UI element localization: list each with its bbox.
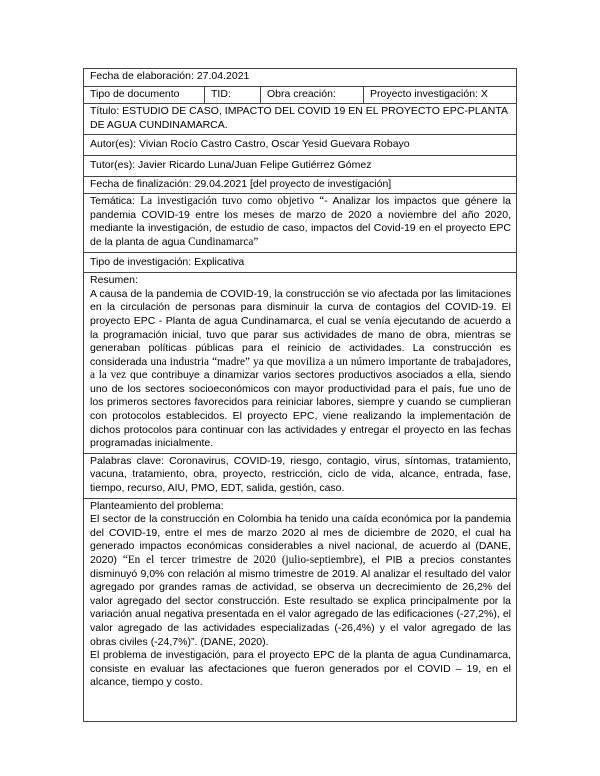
resumen-paragraph: [90, 288, 511, 451]
resumen-text-2: una industria “madre” ya que moviliza a un número importante de trabajadores, a la vez: [90, 355, 512, 382]
resumen-text-3: que contribuye a dinamizar varios sectores productivos asociados a ella, siendo uno de los sectores socioeconómicos con mayor productividad para el país, fue uno de los primeros sectores favorecidos para reiniciar labores, siempre y cuando se cumplieran con protocolos establecidos. El proyecto EPC, viene realizando la implementación de dichos protocolos para continuar con las actividades y entregar el proyecto en las fechas programadas inicialmente.: [90, 369, 511, 450]
tipo-investigacion: Tipo de investigación: Explicativa: [84, 253, 516, 274]
obra-creacion-field: Obra creación:: [261, 87, 364, 104]
tematica-label: Temática:: [90, 195, 141, 208]
tematica-intro: La investigación tuvo como objetivo “: [140, 195, 325, 208]
planteamiento: [84, 499, 516, 721]
tutores: Tutor(es): Javier Ricardo Luna/Juan Felipe Gutiérrez Gómez: [84, 156, 516, 177]
palabras-clave: Palabras clave: Coronavirus, COVID-19, riesgo, contagio, virus, síntomas, tratamiento, vacuna, tratamiento, obra, proyecto, restricción, ciclo de vida, alcance, entrada, fase, tiempo, recurso, AIU, PMO, EDT, salida, gestión, caso.: [84, 454, 516, 499]
tematica: [84, 194, 516, 252]
tipo-documento-label: Tipo de documento: [84, 87, 205, 104]
planteamiento-text-1a: El sector de la construcción en Colombia ha tenido una caída económica por la pandemia del COVID-19, entre el mes de marzo 2020 al mes de diciembre de 2020, el cual ha generado impactos económicas considerables a nivel nacional, de acuerdo al (DANE, 2020): [90, 513, 511, 566]
titulo: Título: ESTUDIO DE CASO, IMPACTO DEL COVID 19 EN EL PROYECTO EPC-PLANTA DE AGUA CUNDINAMARCA.: [84, 104, 516, 135]
planteamiento-text-1c: el PIB a precios constantes disminuyó 9,0% con relación al mismo trimestre de 2019. Al analizar el resultado del valor agregado por grandes ramas de actividad, se observa un decrecimiento de 26,2% del valor agregado del sector construcción. Este resultado se explica principalmente por la variación anual negativa presentada en el valor agregado de las edificaciones (-27,2%), el valor agregado de las actividades especializadas (-26,4%) y el valor agregado de las obras civiles (-24,7%)”. (DANE, 2020).: [90, 554, 511, 648]
resumen: [84, 273, 516, 454]
tematica-body: - Analizar los impactos que génere la pandemia COVID-19 entre los meses de marzo de 2020 a noviembre del año 2020, mediante la investigación, de estudio de caso, impactos del Covid-19 en el proyecto EPC de la planta de agua: [90, 195, 511, 248]
tid-field: TID:: [205, 87, 261, 104]
resumen-text-1: A causa de la pandemia de COVID-19, la construcción se vio afectada por las limitaciones en la circulación de personas para disminuir la curva de contagios del COVID-19. El proyecto EPC - Planta de agua Cundinamarca, el cual se venía ejecutando de acuerdo a la programación inicial, tuvo que parar sus actividades de mano de obra, mientras se generaban políticas públicas para el reinicio de actividades. La construcción es considerada: [90, 287, 511, 368]
fecha-finalizacion: Fecha de finalización: 29.04.2021 [del proyecto de investigación]: [84, 177, 516, 195]
planteamiento-paragraph-2: El problema de investigación, para el proyecto EPC de la planta de agua Cundinamarca, consiste en evaluar las afectaciones que fueron generados por el COVID – 19, en el alcance, tiempo y costo.: [90, 649, 511, 689]
tipo-documento-row: [84, 87, 516, 105]
planteamiento-text-1b: “En el tercer trimestre de 2020 (julio-septiembre),: [122, 554, 366, 566]
fecha-elaboracion: Fecha de elaboración: 27.04.2021: [84, 69, 516, 87]
planteamiento-paragraph-1: [90, 513, 511, 649]
tematica-end: Cundinamarca”: [188, 235, 259, 248]
planteamiento-label: Planteamiento del problema:: [90, 499, 224, 512]
research-form-table: [83, 68, 517, 722]
autores: Autor(es): Vivian Rocío Castro Castro, Oscar Yesid Guevara Robayo: [84, 135, 516, 156]
resumen-label: Resumen:: [90, 274, 138, 287]
proyecto-investigacion-field: Proyecto investigación: X: [370, 87, 488, 100]
